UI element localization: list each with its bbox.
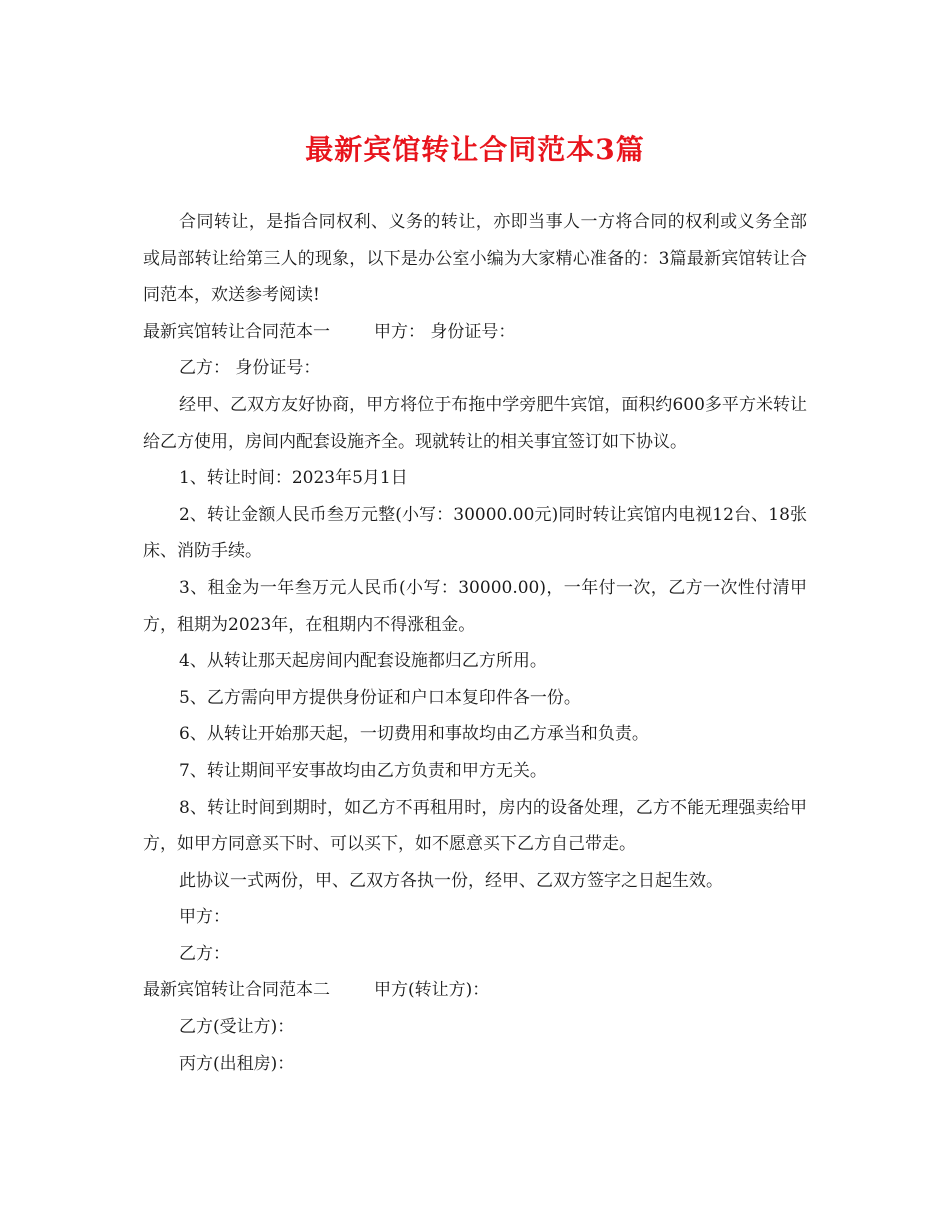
section2-party-c: 丙方(出租房)： xyxy=(179,1053,295,1074)
section1-sign-b: 乙方： xyxy=(179,943,230,964)
clause-6: 6、从转让开始那天起，一切费用和事故均由乙方承当和负责。 xyxy=(179,724,649,745)
section1-closing: 此协议一式两份，甲、乙双方各执一份，经甲、乙双方签字之日起生效。 xyxy=(179,870,723,891)
section1-sign-a: 甲方： xyxy=(179,907,230,928)
section1-heading-line xyxy=(143,314,807,351)
clause-7: 7、转让期间平安事故均由乙方负责和甲方无关。 xyxy=(179,760,547,781)
clause-5: 5、乙方需向甲方提供身份证和户口本复印件各一份。 xyxy=(179,687,581,708)
clause-3: 3、租金为一年叁万元人民币(小写：30000.00)，一年付一次，乙方一次性付清甲方，租期为2023年，在租期内不得涨租金。 xyxy=(143,577,807,635)
document-body xyxy=(143,204,807,1082)
clause-1: 1、转让时间：2023年5月1日 xyxy=(179,468,408,489)
intro-paragraph: 合同转让，是指合同权利、义务的转让，亦即当事人一方将合同的权利或义务全部或局部转让给第三人的现象，以下是办公室小编为大家精心准备的：3篇最新宾馆转让合同范本，欢送参考阅读! xyxy=(143,212,807,306)
clause-4: 4、从转让那天起房间内配套设施都归乙方所用。 xyxy=(179,651,547,672)
section2-party-a: 甲方(转让方)： xyxy=(374,980,490,1001)
section2-heading-line xyxy=(143,972,807,1009)
document-title: 最新宾馆转让合同范本3篇 xyxy=(305,133,645,166)
section2-party-b: 乙方(受让方)： xyxy=(179,1017,295,1038)
clause-8: 8、转让时间到期时，如乙方不再租用时，房内的设备处理，乙方不能无理强卖给甲方，如甲方同意买下时、可以买下，如不愿意买下乙方自己带走。 xyxy=(143,797,807,855)
section1-preamble: 经甲、乙双方友好协商，甲方将位于布拖中学旁肥牛宾馆，面积约600多平方米转让给乙方使用，房间内配套设施齐全。现就转让的相关事宜签订如下协议。 xyxy=(143,394,807,452)
section1-heading: 最新宾馆转让合同范本一 xyxy=(143,321,330,342)
clause-2: 2、转让金额人民币叁万元整(小写：30000.00元)同时转让宾馆内电视12台、18张床、消防手续。 xyxy=(143,504,807,562)
section1-party-a: 甲方： 身份证号： xyxy=(374,321,516,342)
section1-party-b: 乙方： 身份证号： xyxy=(179,358,321,379)
section2-heading: 最新宾馆转让合同范本二 xyxy=(143,980,330,1001)
